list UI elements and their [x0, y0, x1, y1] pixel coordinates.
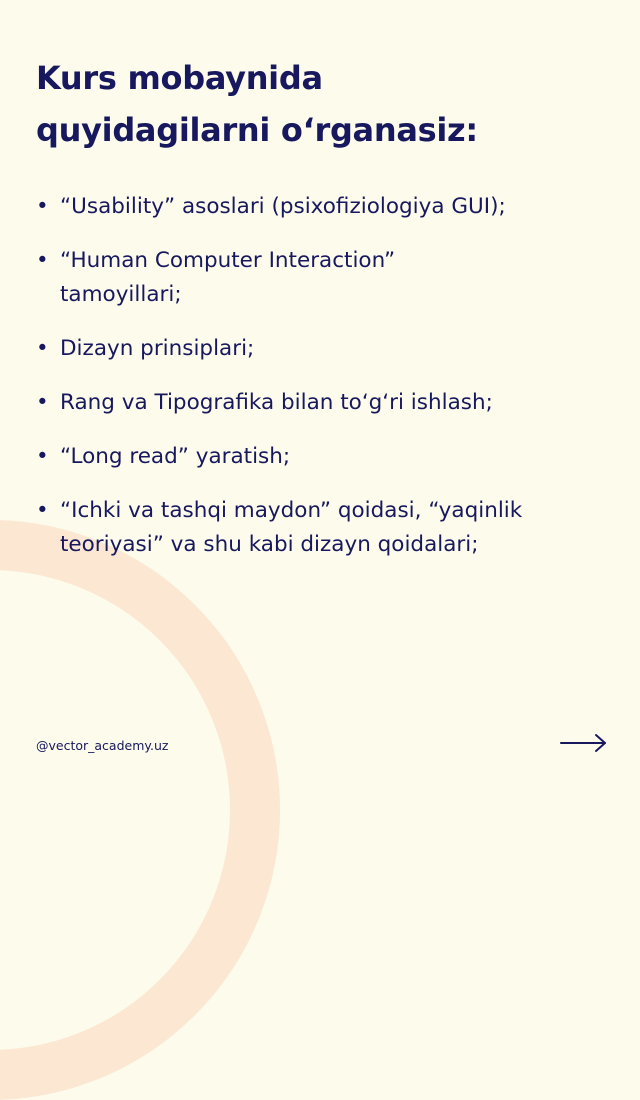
bullet-icon: •: [36, 194, 49, 219]
bullet-icon: •: [36, 248, 49, 273]
list-item: [36, 332, 616, 366]
bullet-icon: •: [36, 498, 49, 523]
bullet-icon: •: [36, 390, 49, 415]
list-item: [36, 494, 616, 562]
title-line-1: Kurs mobaynida: [36, 59, 323, 97]
list-item-line: “Human Computer Interaction”: [60, 248, 396, 273]
list-item-line: Rang va Tipografika bilan to‘g‘ri ishlash;: [60, 390, 493, 415]
bullet-icon: •: [36, 336, 49, 361]
list-item-line: Dizayn prinsiplari;: [60, 336, 255, 361]
list-item: [36, 386, 616, 420]
list-item-line: “Usability” asoslari (psixofiziologiya GUI);: [60, 194, 506, 219]
list-item-line: “Ichki va tashqi maydon” qoidasi, “yaqinlik: [60, 498, 523, 523]
list-item: [36, 440, 616, 474]
page-title: [36, 52, 616, 156]
title-line-2: quyidagilarni o‘rganasiz:: [36, 111, 478, 149]
list-item-line: tamoyillari;: [60, 282, 182, 307]
list-item: [36, 244, 616, 312]
decorative-arc: [0, 520, 280, 1100]
arrow-right-icon[interactable]: [560, 733, 608, 753]
list-item-line: “Long read” yaratish;: [60, 444, 291, 469]
list-item: [36, 190, 616, 224]
list-item-line: teoriyasi” va shu kabi dizayn qoidalari;: [60, 532, 479, 557]
social-handle: @vector_academy.uz: [36, 738, 169, 753]
bullet-icon: •: [36, 444, 49, 469]
topics-list: [36, 190, 616, 582]
